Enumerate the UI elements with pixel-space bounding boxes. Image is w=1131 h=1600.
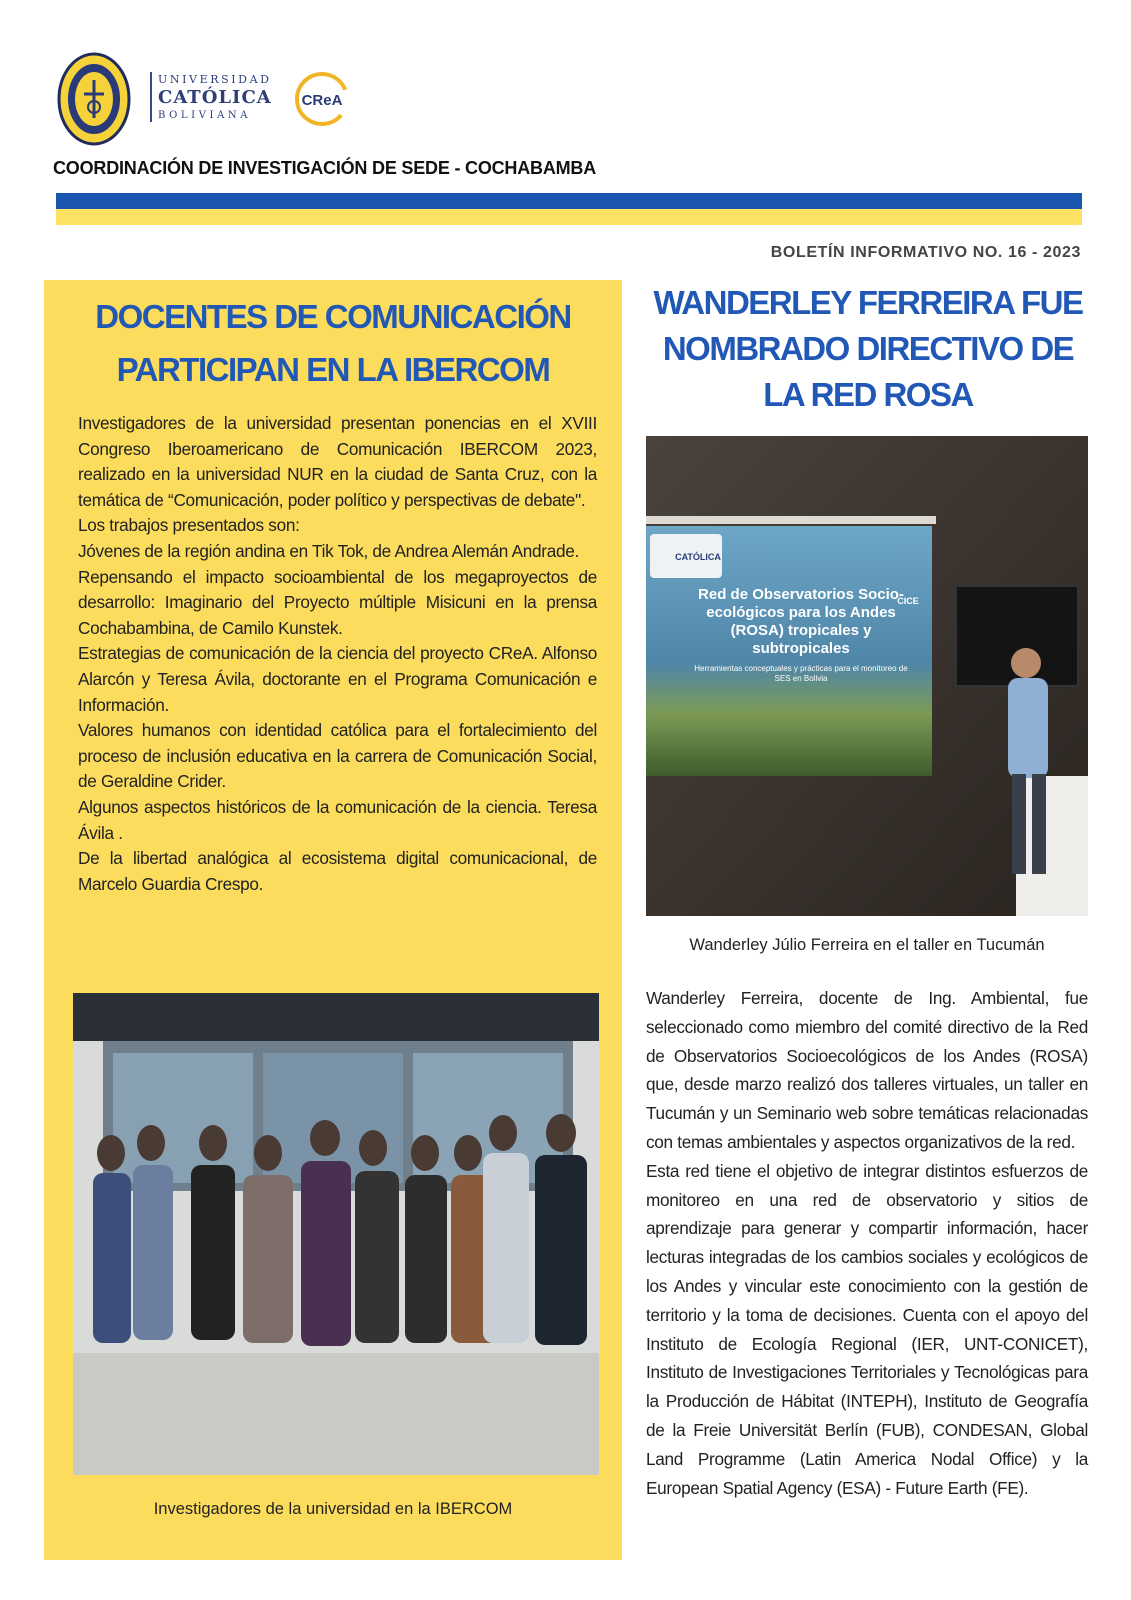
crea-logo — [293, 70, 351, 128]
slide-title: Red de Observatorios Socio-ecológicos para los Andes (ROSA) tropicales y subtropicales — [698, 586, 904, 657]
slide-badge-text: CICE — [897, 596, 919, 606]
left-paragraph: Investigadores de la universidad presentan ponencias en el XVIII Congreso Iberoamericano de Comunicación IBERCOM 2023, realizado en la universidad NUR en la ciudad de Santa Cruz, con la temática de “Comunicación, poder político y perspectivas de debate". — [78, 413, 597, 510]
header-stripe-blue — [56, 193, 1082, 209]
left-paragraph: Algunos aspectos históricos de la comunicación de la ciencia. Teresa Ávila . — [78, 796, 597, 843]
left-paragraph: Valores humanos con identidad católica para el fortalecimiento del proceso de inclusión educativa en la carrera de Comunicación Social, de Geraldine Crider. — [78, 720, 597, 792]
header-stripe-yellow — [56, 209, 1082, 225]
right-paragraph: Esta red tiene el objetivo de integrar distintos esfuerzos de monitoreo en una red de observatorio y sitios de aprendizaje para generar y compartir información, hacer lecturas integradas de los cambios sociales y ecológicos de los Andes y vincular este conocimiento con la gestión de territorio y la toma de decisiones. Cuenta con el apoyo del Instituto de Ecología Regional (IER, UNT-CONICET), Instituto de Investigaciones Territoriales y Tecnológicas para la Producción de Hábitat (INTEPH), Instituto de Geografía de la Freie Universität Berlín (FUB), CONDESAN, Global Land Programme (Latin America Nodal Office) y la European Spatial Agency (ESA) - Future Earth (FE). — [646, 1160, 1088, 1498]
left-article-body — [78, 411, 597, 897]
university-line3: BOLIVIANA — [158, 110, 252, 121]
left-paragraph: Estrategias de comunicación de la ciencia del proyecto CReA. Alfonso Alarcón y Teresa Ávila, doctorante en el Programa Comunicación e Información. — [78, 643, 597, 715]
left-paragraph: De la libertad analógica al ecosistema digital comunicacional, de Marcelo Guardia Crespo. — [78, 848, 597, 894]
university-line1: UNIVERSIDAD — [158, 73, 272, 86]
slide-org-text: CATÓLICA — [675, 552, 721, 562]
left-paragraph: Los trabajos presentados son: — [78, 515, 300, 536]
crea-logo-text: CReA — [301, 92, 343, 109]
left-paragraph: Jóvenes de la región andina en Tik Tok, de Andrea Alemán Andrade. — [78, 540, 579, 561]
bulletin-number: BOLETÍN INFORMATIVO NO. 16 - 2023 — [770, 244, 1081, 261]
university-line2: CATÓLICA — [158, 87, 272, 108]
group-photo — [73, 993, 599, 1475]
right-article-headline: WANDERLEY FERREIRA FUE NOMBRADO DIRECTIVO DE LA RED ROSA — [653, 284, 1083, 413]
university-wordmark — [148, 73, 278, 123]
slide-subtitle: Herramientas conceptuales y prácticas para el monitoreo de SES en Bolivia — [694, 664, 908, 683]
left-photo-caption: Investigadores de la universidad en la IBERCOM — [153, 1500, 513, 1518]
coordination-title: COORDINACIÓN DE INVESTIGACIÓN DE SEDE - COCHABAMBA — [53, 158, 597, 178]
left-paragraph: Repensando el impacto socioambiental de los megaproyectos de desarrollo: Imaginario del Proyecto múltiple Misicuni en la prensa Cochabambina, de Camilo Kunstek. — [78, 566, 597, 638]
right-article-body — [646, 984, 1088, 1502]
workshop-photo — [646, 436, 1088, 916]
right-photo-caption: Wanderley Júlio Ferreira en el taller en Tucumán — [689, 936, 1045, 954]
university-seal-logo — [57, 52, 131, 146]
right-paragraph: Wanderley Ferreira, docente de Ing. Ambiental, fue seleccionado como miembro del comité directivo de la Red de Observatorios Socioecológicos de los Andes (ROSA) que, desde marzo realizó dos talleres virtuales, un taller en Tucumán y un Seminario web sobre temáticas relacionadas con temas ambientales y aspectos organizativos de la red. — [646, 988, 1088, 1152]
left-article-headline: DOCENTES DE COMUNICACIÓN PARTICIPAN EN LA IBERCOM — [95, 298, 571, 388]
